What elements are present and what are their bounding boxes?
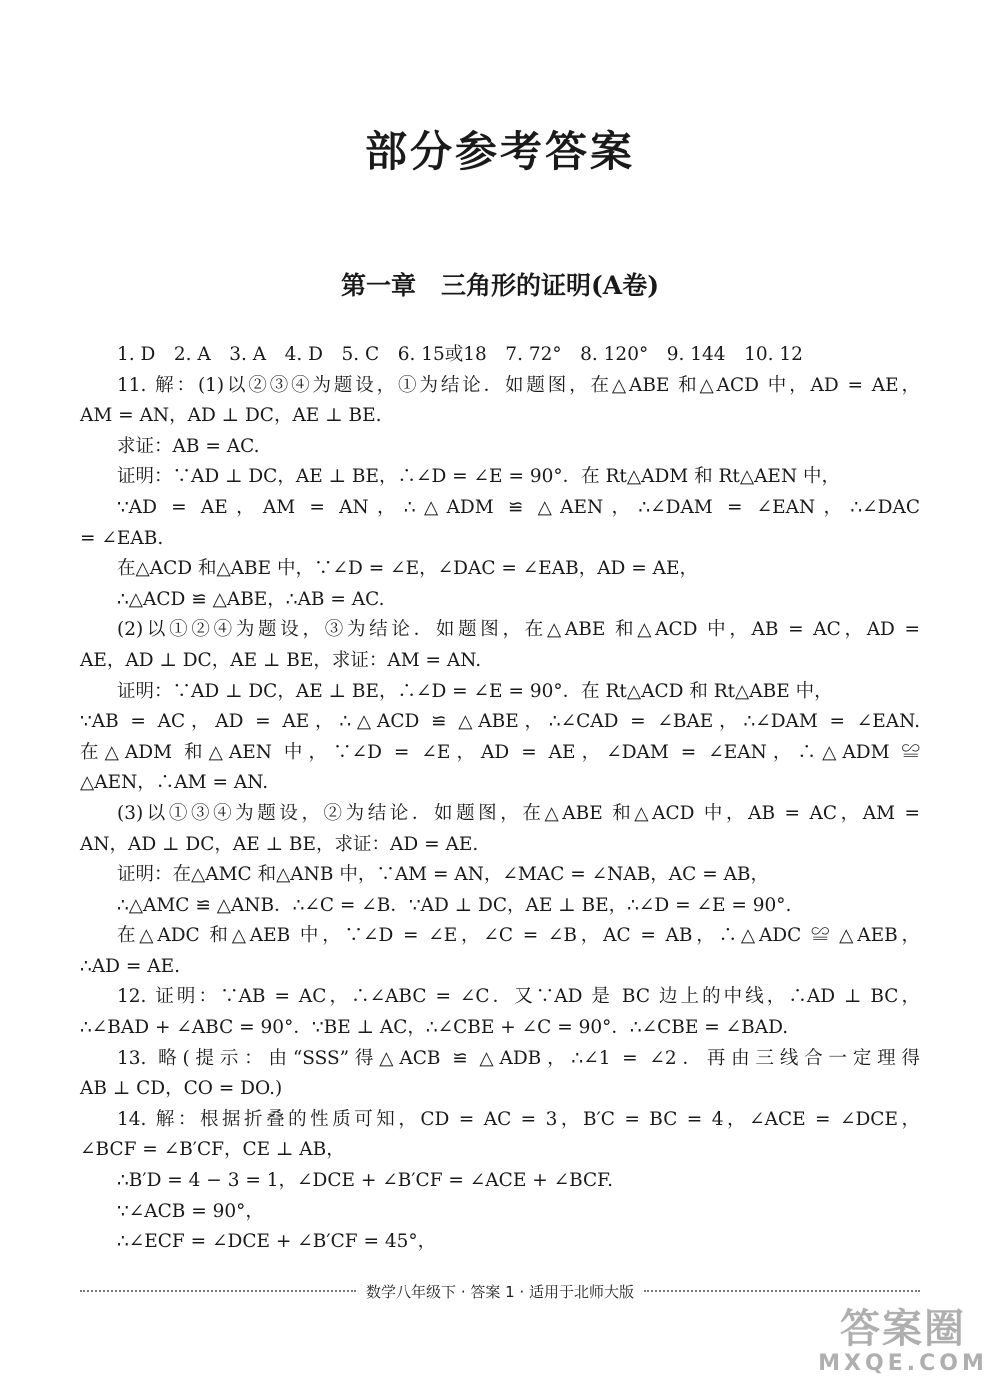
answer-line: ∴B′D = 4 − 3 = 1，∠DCE + ∠B′CF = ∠ACE + ∠BCF. [117,1170,614,1192]
answer-line: ∴△AMC ≌ △ANB．∴∠C = ∠B．∵AD ⊥ DC，AE ⊥ BE，∴∠D = ∠E = 90°. [117,894,792,916]
page-title: 部分参考答案 [364,127,635,176]
answer-line: (2)以①②④为题设，③为结论．如题图，在△ABE 和△ACD 中，AB = AC，AD = [117,619,920,641]
answer-line: 14. 解：根据折叠的性质可知，CD = AC = 3，B′C = BC = 4，∠ACE = ∠DCE， [117,1108,920,1130]
answer-line: 11. 解：(1)以②③④为题设，①为结论．如题图，在△ABE 和△ACD 中，AD = AE， [117,374,920,396]
answer-line: = ∠EAB. [80,527,164,549]
page-footer [80,1279,920,1303]
answer-line: AM = AN，AD ⊥ DC，AE ⊥ BE. [80,405,382,427]
footer-rule-left [80,1290,356,1292]
answer-line: △AEN，∴AM = AN. [80,772,269,794]
answer-line: AE，AD ⊥ DC，AE ⊥ BE，求证：AM = AN. [80,649,482,671]
answer-line: 12. 证明：∵AB = AC，∴∠ABC = ∠C．又∵AD 是 BC 边上的中线，∴AD ⊥ BC， [117,986,920,1008]
answer-body [80,340,920,1258]
watermark-url: MXQE.COM [818,1351,988,1376]
answer-line: 在△ADC 和△AEB 中，∵∠D = ∠E，∠C = ∠B，AC = AB，∴△ADC ≌ △AEB， [117,925,920,947]
answer-line: AN，AD ⊥ DC，AE ⊥ BE，求证：AD = AE. [80,833,479,855]
answer-line: 13. 略(提示：由“SSS”得△ACB ≌ △ADB，∴∠1 = ∠2．再由三线合一定理得 [117,1047,920,1069]
answer-line: ∠BCF = ∠B′CF，CE ⊥ AB， [80,1139,345,1161]
answer-line: 1. D 2. A 3. A 4. D 5. C 6. 15或18 7. 72° 8. 120° 9. 144 10. 12 [117,344,803,365]
answer-line: ∵∠ACB = 90°， [117,1200,264,1222]
answer-line: ∴∠BAD + ∠ABC = 90°．∵BE ⊥ AC，∴∠CBE + ∠C = 90°．∴∠CBE = ∠BAD. [80,1017,789,1039]
answer-line: ∴△ACD ≌ △ABE，∴AB = AC. [117,588,385,610]
chapter-title: 第一章 三角形的证明(A卷) [340,271,660,300]
answer-line: 在△ADM 和△AEN 中，∵∠D = ∠E，AD = AE，∠DAM = ∠EAN，∴△ADM ≌ [80,741,920,763]
watermark-logo: 答案圈 [840,1306,966,1352]
answer-line: 证明：∵AD ⊥ DC，AE ⊥ BE，∴∠D = ∠E = 90°．在 Rt△ADM 和 Rt△AEN 中， [117,466,841,488]
answer-line: AB ⊥ CD，CO = DO.) [80,1078,283,1100]
answer-line: (3)以①③④为题设，②为结论．如题图，在△ABE 和△ACD 中，AB = AC，AM = [117,802,920,824]
answer-line: ∴AD = AE. [80,955,180,977]
watermark [808,1300,998,1384]
answer-line: 证明：∵AD ⊥ DC，AE ⊥ BE，∴∠D = ∠E = 90°．在 Rt△ACD 和 Rt△ABE 中， [117,680,833,702]
answer-line: ∵AD = AE，AM = AN，∴△ADM ≌ △AEN，∴∠DAM = ∠EAN，∴∠DAC [117,496,920,518]
answer-line: 在△ACD 和△ABE 中，∵∠D = ∠E，∠DAC = ∠EAB，AD = AE， [117,558,699,580]
footer-text: 数学八年级下 · 答案 1 · 适用于北师大版 [366,1282,634,1301]
answer-line: ∴∠ECF = ∠DCE + ∠B′CF = 45°， [117,1231,437,1253]
answer-line: 证明：在△AMC 和△ANB 中，∵AM = AN，∠MAC = ∠NAB，AC = AB， [117,864,770,886]
answer-line: 求证：AB = AC. [117,435,260,457]
answer-line: ∵AB = AC，AD = AE，∴△ACD ≌ △ABE，∴∠CAD = ∠BAE，∴∠DAM = ∠EAN. [80,711,920,733]
footer-rule-right [644,1290,920,1292]
